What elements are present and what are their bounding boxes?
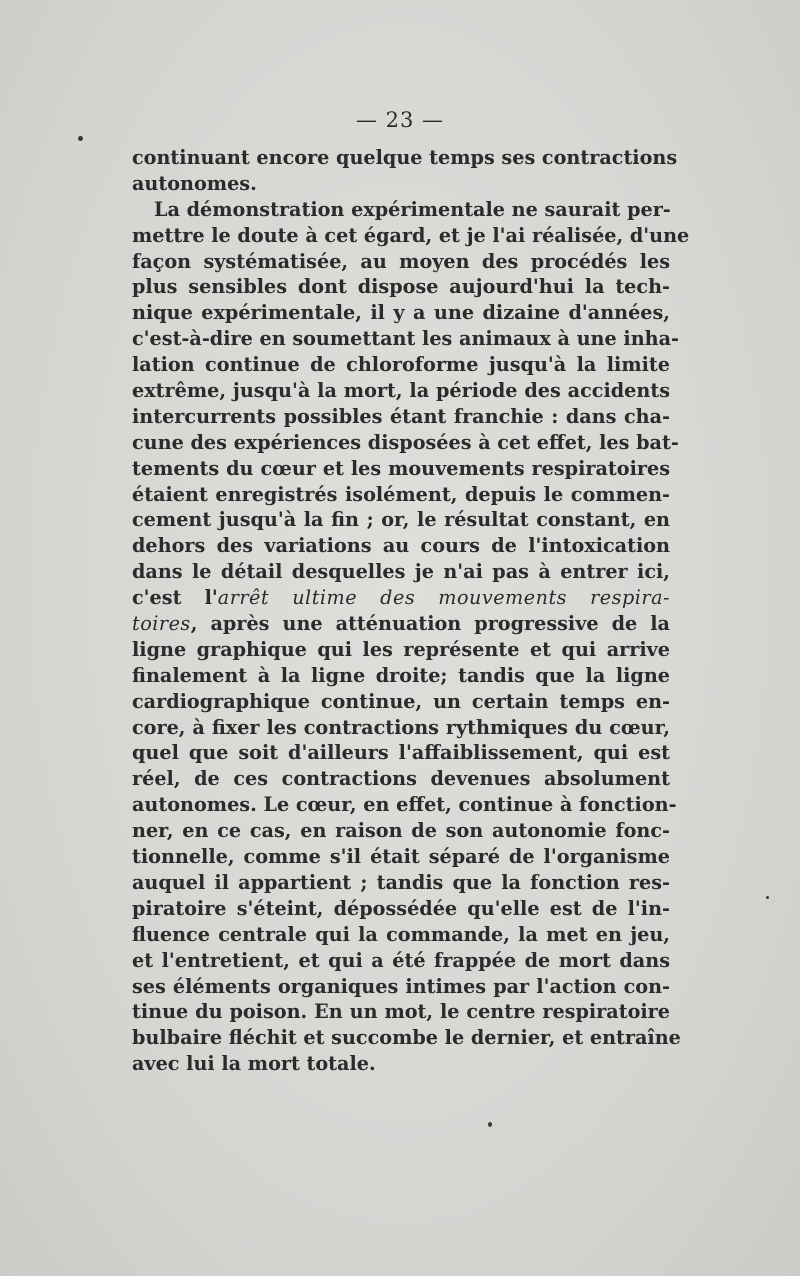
text-segment: La démonstration expérimentale ne saurait per- <box>154 197 671 221</box>
text-segment: nique expérimentale, il y a une dizaine d'années, <box>132 301 670 325</box>
text-segment: c'est l' <box>132 586 218 610</box>
text-segment: autonomes. Le cœur, en effet, continue à fonction- <box>132 793 677 817</box>
text-line <box>132 326 679 352</box>
text-segment: tinue du poison. En un mot, le centre respiratoire <box>132 1000 670 1024</box>
text-segment: quel que soit d'ailleurs l'affaiblissement, qui est <box>132 741 670 765</box>
text-segment: dehors des variations au cours de l'intoxication <box>132 534 670 558</box>
text-segment: façon systématisée, au moyen des procédés les <box>132 249 670 273</box>
text-segment: réel, de ces contractions devenues absolument <box>132 767 670 791</box>
text-line <box>132 948 670 974</box>
text-line <box>132 300 670 326</box>
text-line <box>132 689 670 715</box>
text-segment: core, à fixer les contractions rythmiques du cœur, <box>132 715 670 739</box>
text-segment: cardiographique continue, un certain temps en- <box>132 689 670 713</box>
text-line <box>132 171 670 197</box>
text-segment: ner, en ce cas, en raison de son autonomie fonc- <box>132 819 670 843</box>
text-segment: intercurrents possibles étant franchie : dans cha- <box>132 404 670 428</box>
text-line <box>132 482 670 508</box>
text-line <box>132 637 670 663</box>
text-segment: piratoire s'éteint, dépossédée qu'elle est de l'in- <box>132 896 670 920</box>
text-line <box>132 197 670 223</box>
text-segment: c'est-à-dire en soumettant les animaux à une inha- <box>132 327 679 351</box>
text-segment: , après une atténuation progressive de la <box>190 612 670 636</box>
page-number: — 23 — <box>355 108 445 132</box>
text-line <box>132 611 670 637</box>
text-line <box>132 352 670 378</box>
text-line <box>132 999 670 1025</box>
text-line <box>132 430 679 456</box>
text-line <box>132 974 670 1000</box>
text-line <box>132 559 670 585</box>
text-line <box>132 896 670 922</box>
ink-speck <box>488 1122 492 1127</box>
text-line <box>132 507 670 533</box>
text-line <box>132 274 670 300</box>
text-segment: avec lui la mort totale. <box>132 1052 376 1076</box>
text-segment: fluence centrale qui la commande, la met en jeu, <box>132 922 670 946</box>
text-segment: mettre le doute à cet égard, et je l'ai réalisée, d'une <box>132 223 690 247</box>
text-segment: ses éléments organiques intimes par l'action con- <box>132 974 670 998</box>
text-line <box>132 870 670 896</box>
text-segment: tements du cœur et les mouvements respiratoires <box>132 456 670 480</box>
text-line <box>132 533 670 559</box>
text-line <box>132 818 670 844</box>
text-segment: continuant encore quelque temps ses contractions <box>132 146 678 169</box>
text-line <box>132 922 670 948</box>
italic-phrase: arrêt ultime des mouvements respira- <box>217 586 670 610</box>
text-line <box>132 249 670 275</box>
text-segment: et l'entretient, et qui a été frappée de mort dans <box>132 948 670 972</box>
text-line <box>132 715 670 741</box>
italic-phrase: toires <box>132 612 191 636</box>
text-line <box>132 663 670 689</box>
text-line <box>132 766 670 792</box>
text-segment: dans le détail desquelles je n'ai pas à entrer ici, <box>132 560 670 584</box>
ink-speck <box>78 136 83 141</box>
text-line <box>132 223 690 249</box>
text-segment: bulbaire fléchit et succombe le dernier, et entraîne <box>132 1026 681 1050</box>
text-line <box>132 792 677 818</box>
text-line <box>132 378 670 404</box>
text-line <box>132 740 670 766</box>
text-line <box>132 1025 681 1051</box>
text-segment: finalement à la ligne droite; tandis que la ligne <box>132 663 670 687</box>
text-segment: ligne graphique qui les représente et qui arrive <box>132 637 670 661</box>
text-line <box>132 456 670 482</box>
text-line <box>132 585 670 611</box>
text-segment: cune des expériences disposées à cet effet, les bat- <box>132 430 679 454</box>
text-line <box>132 1051 670 1077</box>
text-line <box>132 844 670 870</box>
text-segment: lation continue de chloroforme jusqu'à la limite <box>132 353 670 377</box>
text-segment: cement jusqu'à la fin ; or, le résultat constant, en <box>132 508 670 532</box>
text-line <box>132 145 678 171</box>
text-segment: autonomes. <box>132 171 257 195</box>
text-segment: plus sensibles dont dispose aujourd'hui la tech- <box>132 275 670 299</box>
text-segment: étaient enregistrés isolément, depuis le commen- <box>132 482 670 506</box>
text-line <box>132 404 670 430</box>
text-segment: extrême, jusqu'à la mort, la période des accidents <box>132 379 670 403</box>
text-body <box>132 145 690 1077</box>
text-segment: tionnelle, comme s'il était séparé de l'organisme <box>132 845 670 869</box>
ink-speck <box>766 896 769 899</box>
text-segment: auquel il appartient ; tandis que la fonction res- <box>132 870 670 894</box>
